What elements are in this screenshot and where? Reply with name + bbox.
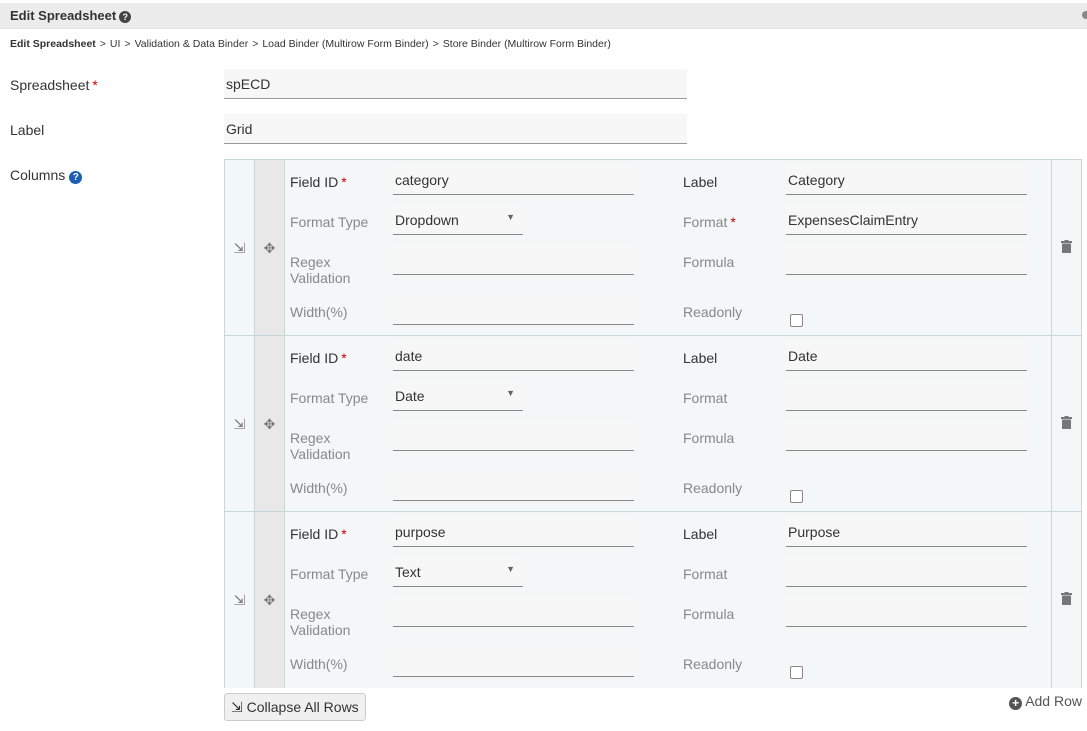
- breadcrumb-item[interactable]: Store Binder (Multirow Form Binder): [442, 38, 611, 50]
- caret-down-icon: ▼: [506, 388, 515, 398]
- page-title-text: Edit Spreadsheet: [10, 8, 117, 23]
- regex-validation-label-text: Regex Validation: [290, 430, 351, 462]
- columns-label: [10, 167, 82, 184]
- field-id-label: [290, 174, 347, 190]
- readonly-label: Readonly: [683, 656, 743, 672]
- width-label: Width(%): [290, 480, 348, 496]
- spreadsheet-label: [10, 77, 98, 93]
- compress-icon: ⇲: [233, 592, 246, 608]
- collapse-row-button[interactable]: [225, 512, 255, 688]
- format-input[interactable]: [786, 381, 1027, 411]
- format-type-value: Date: [395, 388, 425, 404]
- format-input[interactable]: [786, 557, 1027, 587]
- help-icon[interactable]: ?: [119, 11, 131, 23]
- format-label: [683, 566, 727, 582]
- header-bar: [0, 3, 1087, 29]
- required-marker: *: [341, 174, 347, 190]
- trash-icon: [1052, 416, 1081, 432]
- readonly-label: Readonly: [683, 480, 743, 496]
- breadcrumb-item[interactable]: UI: [109, 38, 121, 50]
- regex-validation-label-text: Regex Validation: [290, 254, 351, 286]
- delete-row-button[interactable]: [1051, 512, 1081, 688]
- required-marker: *: [341, 526, 347, 542]
- label-label: Label: [683, 526, 718, 542]
- page-title: [10, 8, 131, 23]
- collapse-row-button[interactable]: [225, 160, 255, 335]
- label-label: Label: [683, 174, 718, 190]
- columns-grid: [224, 159, 1082, 688]
- format-label-text: Format: [683, 390, 728, 406]
- delete-row-button[interactable]: [1051, 336, 1081, 511]
- required-marker: *: [730, 214, 736, 230]
- field-id-label: [290, 350, 347, 366]
- formula-input[interactable]: [786, 597, 1027, 627]
- caret-down-icon: ▼: [506, 564, 515, 574]
- required-marker: *: [341, 350, 347, 366]
- required-marker: *: [92, 77, 98, 93]
- format-type-select[interactable]: [393, 205, 523, 235]
- regex-validation-input[interactable]: [393, 421, 634, 451]
- field-id-label-text: Field ID: [290, 350, 339, 366]
- format-label-text: Format: [683, 214, 728, 230]
- columns-label-text: Columns: [10, 167, 66, 183]
- trash-icon: [1052, 592, 1081, 608]
- column-row: [225, 512, 1081, 688]
- spreadsheet-label-text: Spreadsheet: [10, 77, 90, 93]
- compress-icon: ⇲: [233, 416, 246, 432]
- regex-validation-label-text: Regex Validation: [290, 606, 351, 638]
- formula-label: Formula: [683, 430, 735, 446]
- field-id-label: [290, 526, 347, 542]
- field-id-label-text: Field ID: [290, 174, 339, 190]
- compress-icon: ⇲: [231, 699, 243, 715]
- breadcrumb-item[interactable]: Edit Spreadsheet: [10, 38, 96, 50]
- header-dot: [1082, 11, 1087, 19]
- field-id-label-text: Field ID: [290, 526, 339, 542]
- regex-validation-label: [290, 430, 350, 462]
- readonly-checkbox[interactable]: [790, 314, 803, 327]
- format-label: [683, 390, 727, 406]
- breadcrumb: Edit Spreadsheet > UI > Validation & Data Binder > Load Binder (Multirow Form Binder) > Store Binder (Multirow Form Binder): [10, 38, 611, 50]
- width-input[interactable]: [393, 295, 634, 325]
- collapse-row-button[interactable]: [225, 336, 255, 511]
- width-input[interactable]: [393, 471, 634, 501]
- arrows-move-icon: ✥: [263, 240, 276, 256]
- regex-validation-label: [290, 606, 350, 638]
- label-label: Label: [683, 350, 718, 366]
- formula-label: Formula: [683, 606, 735, 622]
- drag-handle[interactable]: [255, 336, 285, 511]
- add-row-label: Add Row: [1025, 693, 1082, 709]
- column-row: [225, 336, 1081, 512]
- arrows-move-icon: ✥: [263, 416, 276, 432]
- field-id-input[interactable]: [393, 517, 634, 547]
- formula-input[interactable]: [786, 421, 1027, 451]
- regex-validation-label: [290, 254, 350, 286]
- width-input[interactable]: [393, 647, 634, 677]
- format-type-label: Format Type: [290, 390, 369, 406]
- width-label: Width(%): [290, 656, 348, 672]
- format-type-select[interactable]: [393, 557, 523, 587]
- collapse-all-label: Collapse All Rows: [246, 699, 359, 715]
- label-input[interactable]: [786, 165, 1027, 195]
- format-label: [683, 214, 736, 230]
- field-id-input[interactable]: [393, 165, 634, 195]
- drag-handle[interactable]: [255, 160, 285, 335]
- collapse-all-button[interactable]: [224, 693, 366, 721]
- label-input[interactable]: [224, 114, 687, 144]
- formula-input[interactable]: [786, 245, 1027, 275]
- readonly-checkbox[interactable]: [790, 666, 803, 679]
- format-type-label: Format Type: [290, 214, 369, 230]
- breadcrumb-item[interactable]: Validation & Data Binder: [134, 38, 249, 50]
- drag-handle[interactable]: [255, 512, 285, 688]
- caret-down-icon: ▼: [506, 212, 515, 222]
- readonly-checkbox[interactable]: [790, 490, 803, 503]
- formula-label: Formula: [683, 254, 735, 270]
- spreadsheet-input[interactable]: [224, 69, 687, 99]
- add-row-button[interactable]: [1009, 693, 1082, 710]
- format-input[interactable]: [786, 205, 1027, 235]
- help-icon[interactable]: ?: [69, 171, 82, 184]
- label-input[interactable]: [786, 517, 1027, 547]
- format-type-label: Format Type: [290, 566, 369, 582]
- regex-validation-input[interactable]: [393, 597, 634, 627]
- trash-icon: [1052, 240, 1081, 256]
- width-label: Width(%): [290, 304, 348, 320]
- field-id-input[interactable]: [393, 341, 634, 371]
- readonly-label: Readonly: [683, 304, 743, 320]
- breadcrumb-item[interactable]: Load Binder (Multirow Form Binder): [262, 38, 429, 50]
- delete-row-button[interactable]: [1051, 160, 1081, 335]
- label-input[interactable]: [786, 341, 1027, 371]
- format-type-select[interactable]: [393, 381, 523, 411]
- column-row: [225, 160, 1081, 336]
- format-label-text: Format: [683, 566, 728, 582]
- format-type-value: Dropdown: [395, 212, 459, 228]
- label-label: Label: [10, 122, 45, 138]
- plus-circle-icon: +: [1009, 697, 1022, 710]
- regex-validation-input[interactable]: [393, 245, 634, 275]
- format-type-value: Text: [395, 564, 421, 580]
- compress-icon: ⇲: [233, 240, 246, 256]
- arrows-move-icon: ✥: [263, 592, 276, 608]
